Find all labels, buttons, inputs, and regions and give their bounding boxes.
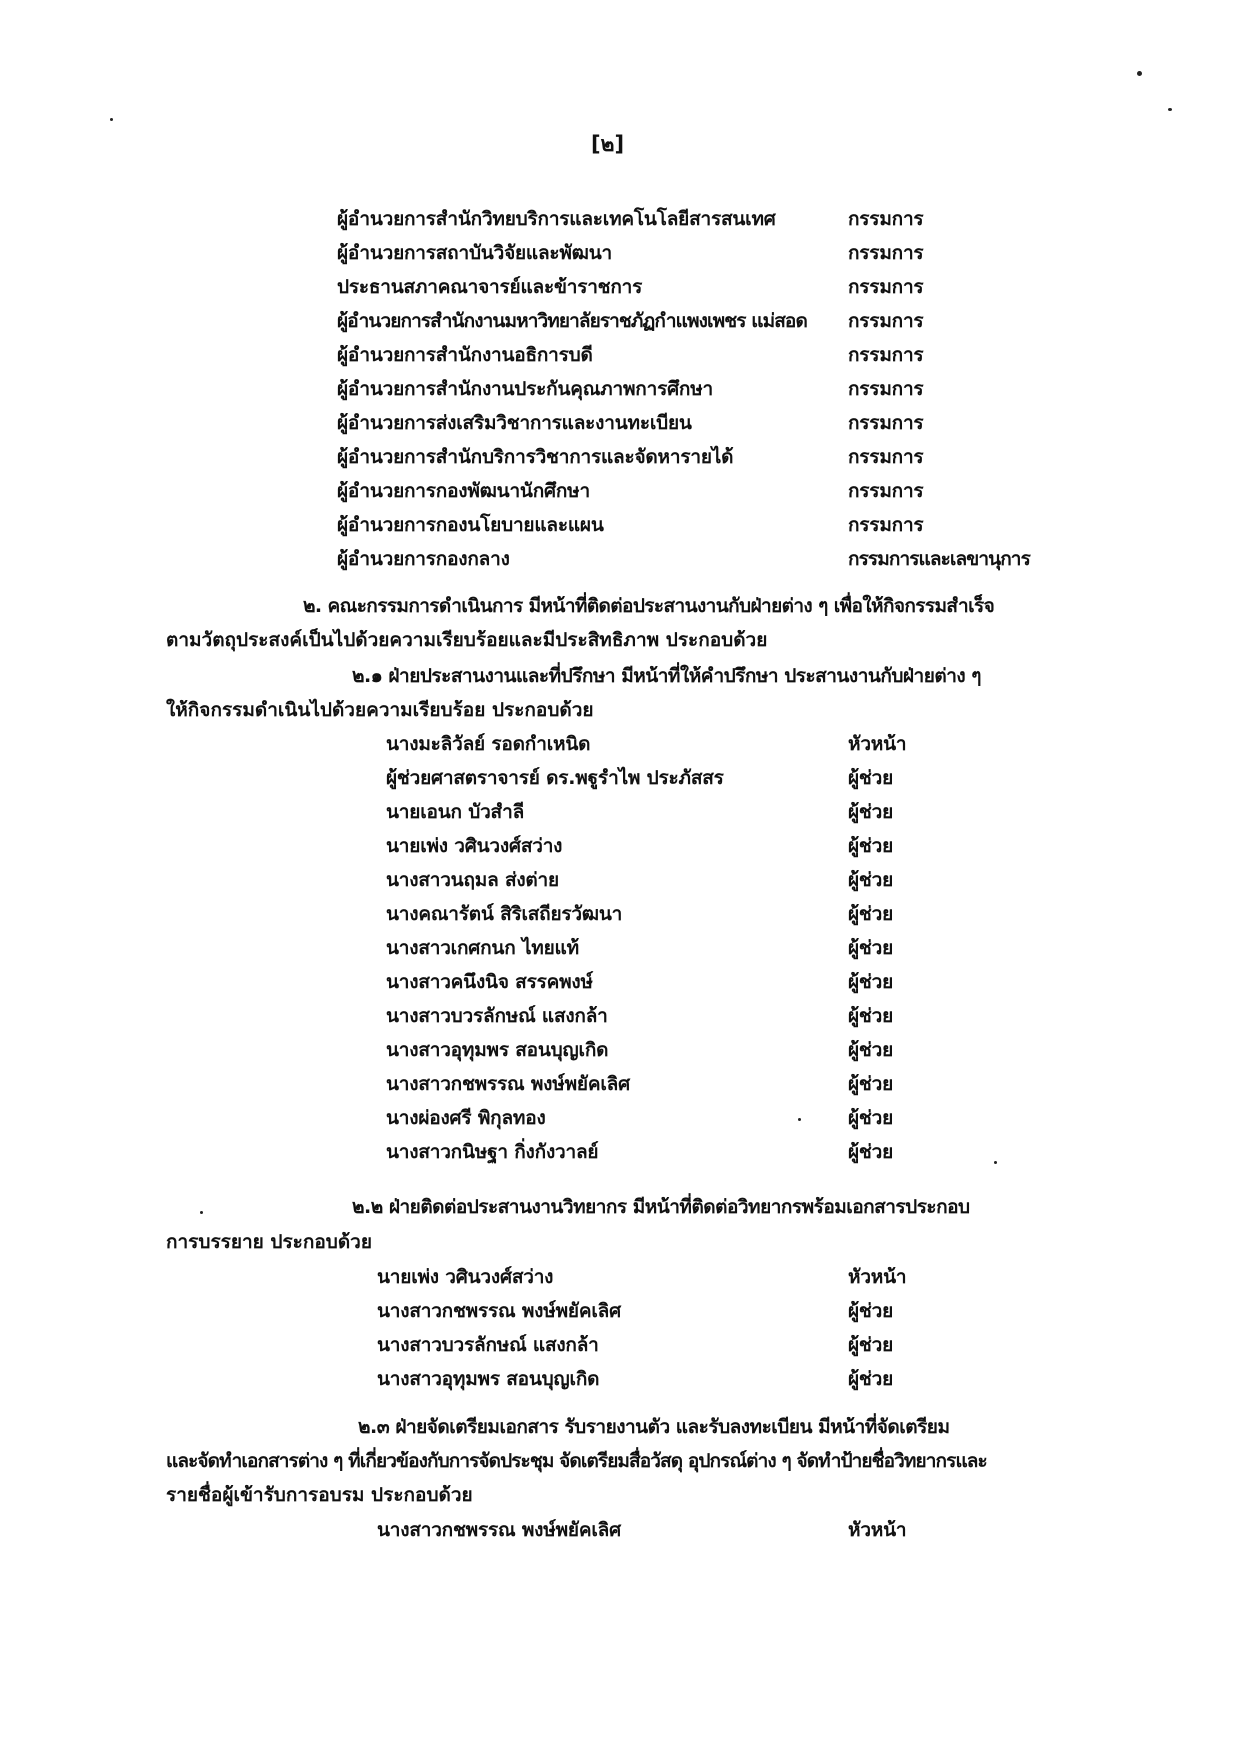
member-role: ผู้ช่วย: [848, 1073, 894, 1095]
member-role: ผู้ช่วย: [848, 971, 894, 993]
member-name: ผู้อำนวยการสำนักงานประกันคุณภาพการศึกษา: [337, 378, 714, 400]
member-name: นางสาวนฤมล ส่งต่าย: [386, 869, 559, 891]
member-role: กรรมการ: [848, 310, 924, 332]
member-name: ผู้อำนวยการกองกลาง: [337, 548, 510, 570]
member-name: ผู้อำนวยการสำนักงานมหาวิทยาลัยราชภัฏกำแพงเพชร แม่สอด: [337, 310, 807, 332]
member-role: ผู้ช่วย: [848, 835, 894, 857]
member-role: กรรมการ: [848, 378, 924, 400]
member-name: ผู้อำนวยการสถาบันวิจัยและพัฒนา: [337, 242, 612, 264]
scan-speck: [1168, 108, 1172, 111]
member-name: นางมะลิวัลย์ รอดกำเหนิด: [386, 733, 591, 755]
member-role: กรรมการ: [848, 344, 924, 366]
member-role: ผู้ช่วย: [848, 1107, 894, 1129]
section-2-1-text: ให้กิจกรรมดำเนินไปด้วยความเรียบร้อย ประกอบด้วย: [166, 699, 594, 721]
member-role: หัวหน้า: [848, 1519, 907, 1541]
section-2-heading: ๒. คณะกรรมการดำเนินการ มีหน้าที่ติดต่อประสานงานกับฝ่ายต่าง ๆ เพื่อให้กิจกรรมสำเร็จ: [303, 595, 995, 617]
member-role: ผู้ช่วย: [848, 1368, 894, 1390]
member-role: หัวหน้า: [848, 733, 907, 755]
member-role: กรรมการ: [848, 242, 924, 264]
member-name: นายเพ่ง วศินวงศ์สว่าง: [386, 835, 563, 857]
member-name: นางสาวอุทุมพร สอนบุญเกิด: [386, 1039, 609, 1061]
scan-speck: [994, 1161, 997, 1164]
scan-speck: [200, 1211, 203, 1214]
member-name: นายเอนก บัวสำลี: [386, 801, 525, 823]
section-2-2-text: การบรรยาย ประกอบด้วย: [166, 1231, 372, 1253]
member-role: หัวหน้า: [848, 1266, 907, 1288]
member-name: นางสาวบวรลักษณ์ แสงกล้า: [386, 1005, 608, 1027]
member-name: นางสาวกนิษฐา กิ่งกังวาลย์: [386, 1141, 599, 1163]
member-role: ผู้ช่วย: [848, 801, 894, 823]
member-name: นางสาวกชพรรณ พงษ์พยัคเลิศ: [377, 1300, 621, 1322]
member-name: นางผ่องศรี พิกุลทอง: [386, 1107, 546, 1129]
scan-speck: [798, 1118, 801, 1121]
member-role: กรรมการ: [848, 412, 924, 434]
member-role: ผู้ช่วย: [848, 1039, 894, 1061]
member-name: นางสาวอุทุมพร สอนบุญเกิด: [377, 1368, 600, 1390]
member-name: ผู้อำนวยการกองพัฒนานักศึกษา: [337, 480, 590, 502]
page-number: [๒]: [591, 132, 625, 156]
section-2-3-heading: ๒.๓ ฝ่ายจัดเตรียมเอกสาร รับรายงานตัว และรับลงทะเบียน มีหน้าที่จัดเตรียม: [358, 1416, 950, 1438]
member-name: นางสาวกชพรรณ พงษ์พยัคเลิศ: [386, 1073, 630, 1095]
scan-speck: [1137, 71, 1142, 76]
member-name: นางสาวเกศกนก ไทยแท้: [386, 937, 579, 959]
member-name: นางสาวบวรลักษณ์ แสงกล้า: [377, 1334, 599, 1356]
member-name: นางสาวกชพรรณ พงษ์พยัคเลิศ: [377, 1519, 621, 1541]
member-name: ผู้อำนวยการส่งเสริมวิชาการและงานทะเบียน: [337, 412, 692, 434]
member-role: ผู้ช่วย: [848, 1334, 894, 1356]
member-role: ผู้ช่วย: [848, 767, 894, 789]
section-2-3-text: และจัดทำเอกสารต่าง ๆ ที่เกี่ยวข้องกับการจัดประชุม จัดเตรียมสื่อวัสดุ อุปกรณ์ต่าง ๆ จัดทำป้ายชื่อวิทยากรและ: [166, 1450, 987, 1472]
member-name: ผู้อำนวยการสำนักงานอธิการบดี: [337, 344, 593, 366]
member-role: ผู้ช่วย: [848, 937, 894, 959]
member-role: ผู้ช่วย: [848, 1005, 894, 1027]
member-name: ผู้อำนวยการสำนักบริการวิชาการและจัดหารายได้: [337, 446, 734, 468]
member-role: ผู้ช่วย: [848, 1141, 894, 1163]
member-role: ผู้ช่วย: [848, 869, 894, 891]
scan-speck: [110, 118, 113, 121]
section-2-1-heading: ๒.๑ ฝ่ายประสานงานและที่ปรึกษา มีหน้าที่ให้คำปรึกษา ประสานงานกับฝ่ายต่าง ๆ: [352, 665, 981, 687]
member-name: ประธานสภาคณาจารย์และข้าราชการ: [337, 276, 643, 298]
member-name: ผู้ช่วยศาสตราจารย์ ดร.พฐูรำไพ ประภัสสร: [386, 767, 724, 789]
member-role: กรรมการ: [848, 514, 924, 536]
member-role: กรรมการ: [848, 276, 924, 298]
member-role: ผู้ช่วย: [848, 1300, 894, 1322]
member-role: ผู้ช่วย: [848, 903, 894, 925]
member-name: ผู้อำนวยการกองนโยบายและแผน: [337, 514, 604, 536]
section-2-2-heading: ๒.๒ ฝ่ายติดต่อประสานงานวิทยากร มีหน้าที่ติดต่อวิทยากรพร้อมเอกสารประกอบ: [352, 1196, 970, 1218]
member-name: ผู้อำนวยการสำนักวิทยบริการและเทคโนโลยีสารสนเทศ: [337, 208, 776, 230]
section-2-text: ตามวัตถุประสงค์เป็นไปด้วยความเรียบร้อยและมีประสิทธิภาพ ประกอบด้วย: [166, 629, 768, 651]
member-name: นางคณารัตน์ สิริเสถียรวัฒนา: [386, 903, 623, 925]
member-name: นางสาวคนึงนิจ สรรคพงษ์: [386, 971, 593, 993]
member-role: กรรมการ: [848, 480, 924, 502]
member-role: กรรมการและเลขานุการ: [848, 548, 1030, 570]
member-role: กรรมการ: [848, 446, 924, 468]
member-role: กรรมการ: [848, 208, 924, 230]
member-name: นายเพ่ง วศินวงศ์สว่าง: [377, 1266, 554, 1288]
section-2-3-text: รายชื่อผู้เข้ารับการอบรม ประกอบด้วย: [166, 1484, 473, 1506]
